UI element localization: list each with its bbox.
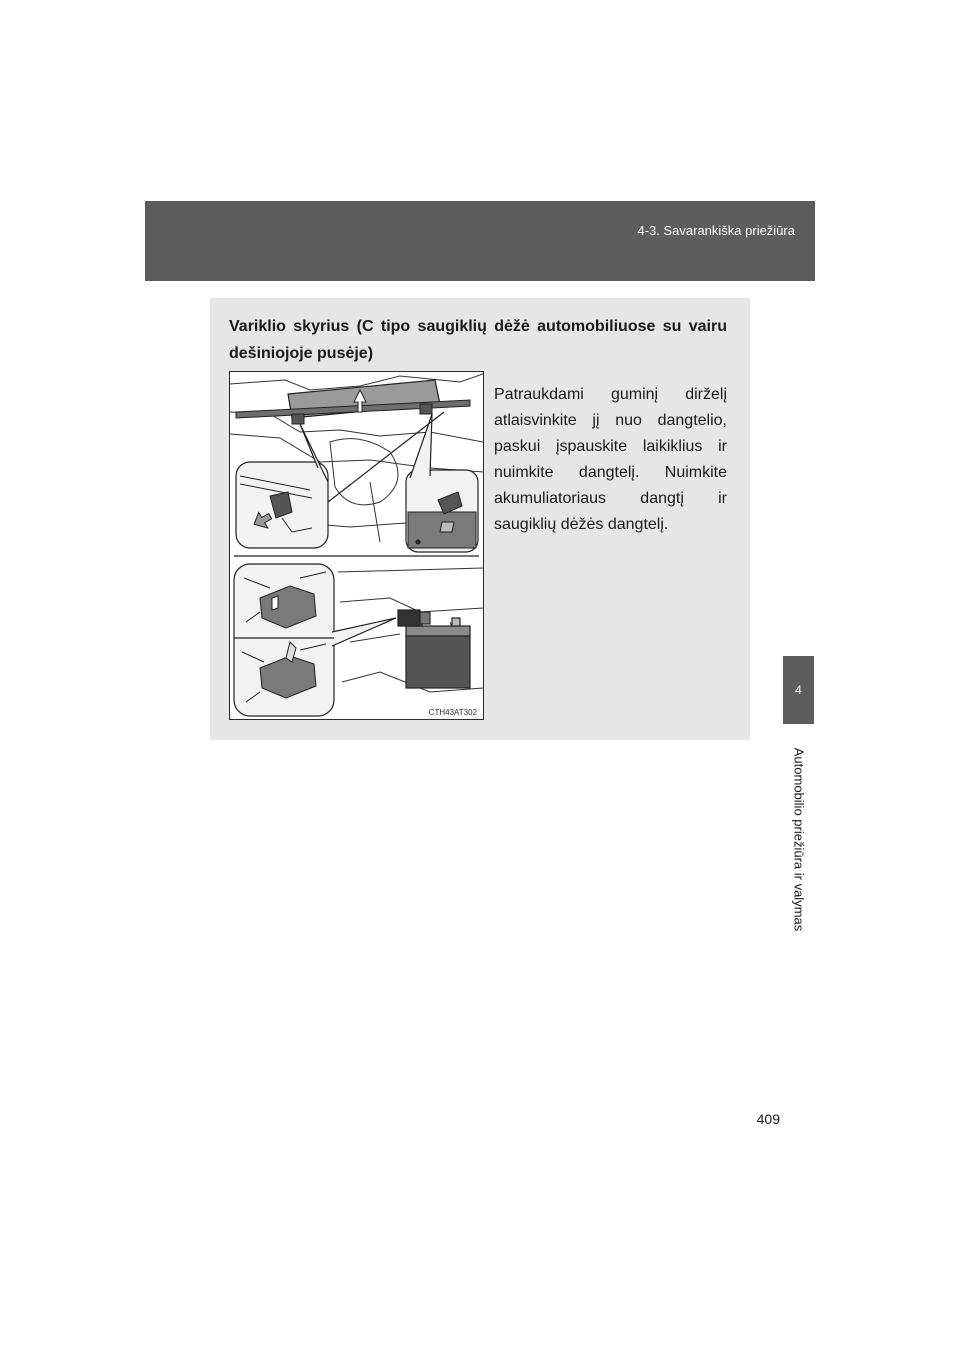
illustration-svg xyxy=(230,372,483,719)
header-band xyxy=(145,201,815,281)
chapter-tab xyxy=(783,656,814,724)
chapter-title: Automobilio priežiūra ir valymas xyxy=(791,747,807,931)
engine-fuse-box-illustration xyxy=(229,371,484,720)
instruction-text: Patraukdami guminį dirželį atlaisvinkite jį nuo dangtelio, paskui įspauskite laikiklius ir nuimkite dangtelį. Nuimkite akumuliatoriaus dangtį ir saugiklių dėžės dangtelį. xyxy=(494,386,727,533)
instruction-panel xyxy=(210,298,750,740)
panel-heading: Variklio skyrius (C tipo saugiklių dėžė automobiliuose su vairu dešiniojoje pusėje) xyxy=(229,318,727,362)
chapter-number: 4 xyxy=(795,683,802,697)
section-title: 4-3. Savarankiška priežiūra xyxy=(637,223,795,238)
chapter-side-label xyxy=(783,734,814,944)
figure-code: CTH43AT302 xyxy=(428,708,477,717)
page-number: 409 xyxy=(756,1111,780,1127)
